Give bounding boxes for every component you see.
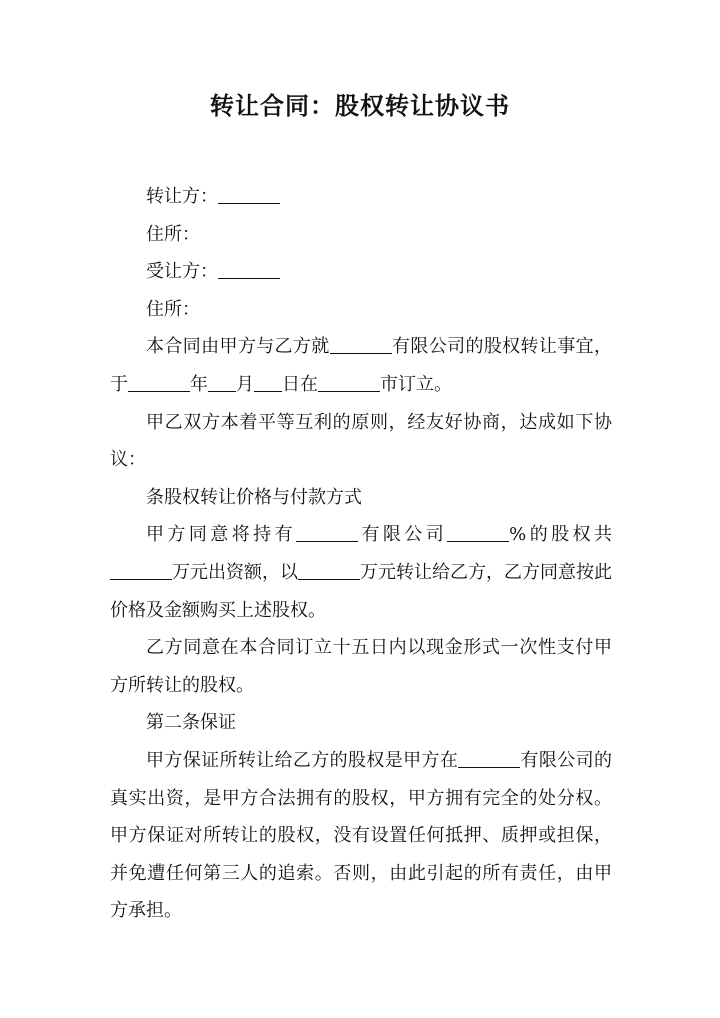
para5-text-b: 有限公司的真实出资，是甲方合法拥有的股权，甲方拥有完全的处分权。甲方保证对所转让的股权，没有设置任何抵押、质押或担保，并免遭任何第三人的追索。否则，由此引起的所有责任，由甲方承担。 — [110, 749, 613, 922]
holder-company-blank — [296, 523, 358, 542]
document-title: 转让合同：股权转让协议书 — [210, 91, 510, 120]
para3-text-c: %的股权共 — [509, 524, 612, 546]
transferee-blank — [218, 260, 280, 279]
transferor-address-line — [110, 216, 612, 254]
percent-blank — [447, 523, 509, 542]
clause2-heading: 第二条保证 — [146, 712, 236, 734]
para3-text-b: 有限公司 — [358, 524, 448, 546]
para1-text-e: 日在 — [282, 373, 318, 395]
clause1-heading: 条股权转让价格与付款方式 — [146, 486, 362, 508]
para5-text-a: 甲方保证所转让给乙方的股权是甲方在 — [146, 749, 459, 771]
day-blank — [254, 373, 282, 392]
transferee-address-label: 住所： — [146, 298, 200, 320]
transferee-label: 受让方： — [146, 261, 218, 283]
paragraph-guarantee — [110, 742, 612, 930]
month-blank — [208, 373, 236, 392]
transferor-address-label: 住所： — [146, 223, 200, 245]
transferor-label: 转让方： — [146, 186, 218, 207]
paragraph-payment: 乙方同意在本合同订立十五日内以现金形式一次性支付甲方所转让的股权。 — [110, 637, 612, 696]
para3-text-d: 万元出资额，以 — [172, 561, 298, 583]
para1-text-d: 月 — [236, 373, 254, 395]
para3-text-e: 万元转让给乙方，乙方同意按此价格及金额购买上述股权。 — [110, 561, 612, 621]
price-amount-blank — [298, 561, 360, 580]
para3-text-a: 甲方同意将持有 — [146, 524, 297, 546]
para1-text-b: 有限公司的股权转让事宜，于 — [110, 336, 613, 395]
transferor-blank — [218, 185, 280, 204]
company-name-blank — [330, 335, 392, 354]
para1-text-a: 本合同由甲方与乙方就 — [146, 336, 330, 358]
transferor-line — [110, 178, 612, 216]
paragraph-contract-intro — [110, 328, 612, 403]
para1-text-c: 年 — [190, 373, 208, 395]
para1-text-f: 市订立。 — [380, 373, 452, 395]
document-body — [110, 178, 612, 930]
paragraph-price — [110, 516, 612, 629]
year-blank — [128, 373, 190, 392]
transferee-address-line — [110, 291, 612, 329]
city-blank — [318, 373, 380, 392]
capital-amount-blank — [110, 561, 172, 580]
transferee-line — [110, 253, 612, 291]
guarantee-company-blank — [458, 749, 520, 768]
paragraph-principle: 甲乙双方本着平等互利的原则，经友好协商，达成如下协议： — [110, 411, 612, 471]
